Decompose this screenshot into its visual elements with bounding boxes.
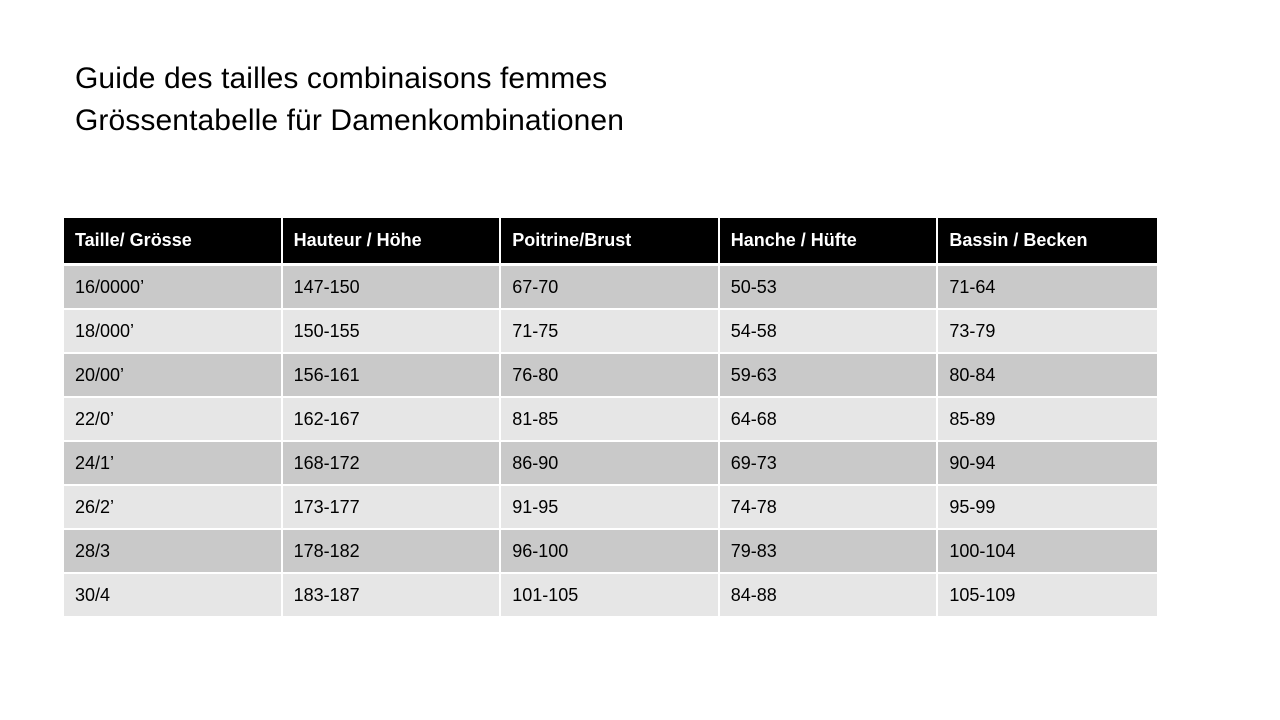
- cell-height: 147-150: [283, 266, 502, 310]
- table-header: [64, 218, 1157, 266]
- cell-chest: 81-85: [501, 398, 720, 442]
- cell-hip: 54-58: [720, 310, 939, 354]
- cell-pelvis: 85-89: [938, 398, 1157, 442]
- cell-hip: 84-88: [720, 574, 939, 618]
- page-title-german: Grössentabelle für Damenkombinationen: [75, 104, 625, 137]
- cell-height: 150-155: [283, 310, 502, 354]
- cell-pelvis: 71-64: [938, 266, 1157, 310]
- cell-size: 22/0’: [64, 398, 283, 442]
- cell-size: 24/1’: [64, 442, 283, 486]
- cell-hip: 64-68: [720, 398, 939, 442]
- cell-chest: 67-70: [501, 266, 720, 310]
- cell-size: 26/2’: [64, 486, 283, 530]
- cell-height: 156-161: [283, 354, 502, 398]
- header-cell-height: Hauteur / Höhe: [283, 218, 502, 266]
- table-row: [64, 354, 1157, 398]
- cell-size: 20/00’: [64, 354, 283, 398]
- size-table: [64, 218, 1157, 618]
- header-cell-pelvis: Bassin / Becken: [938, 218, 1157, 266]
- cell-chest: 101-105: [501, 574, 720, 618]
- cell-size: 28/3: [64, 530, 283, 574]
- cell-height: 162-167: [283, 398, 502, 442]
- cell-height: 178-182: [283, 530, 502, 574]
- cell-hip: 69-73: [720, 442, 939, 486]
- header-cell-hip: Hanche / Hüfte: [720, 218, 939, 266]
- cell-height: 173-177: [283, 486, 502, 530]
- cell-pelvis: 105-109: [938, 574, 1157, 618]
- cell-height: 183-187: [283, 574, 502, 618]
- cell-pelvis: 73-79: [938, 310, 1157, 354]
- cell-chest: 76-80: [501, 354, 720, 398]
- table-row: [64, 442, 1157, 486]
- cell-pelvis: 80-84: [938, 354, 1157, 398]
- cell-pelvis: 95-99: [938, 486, 1157, 530]
- cell-chest: 96-100: [501, 530, 720, 574]
- cell-hip: 79-83: [720, 530, 939, 574]
- title-block: [75, 58, 624, 142]
- table-row: [64, 486, 1157, 530]
- cell-chest: 86-90: [501, 442, 720, 486]
- cell-chest: 71-75: [501, 310, 720, 354]
- cell-size: 16/0000’: [64, 266, 283, 310]
- cell-hip: 50-53: [720, 266, 939, 310]
- page-title-french: Guide des tailles combinaisons femmes: [75, 62, 608, 95]
- table-row: [64, 310, 1157, 354]
- table-row: [64, 574, 1157, 618]
- cell-hip: 59-63: [720, 354, 939, 398]
- cell-chest: 91-95: [501, 486, 720, 530]
- header-cell-chest: Poitrine/Brust: [501, 218, 720, 266]
- header-cell-size: Taille/ Grösse: [64, 218, 283, 266]
- table-row: [64, 398, 1157, 442]
- table-body: [64, 266, 1157, 618]
- table-row: [64, 266, 1157, 310]
- header-row: [64, 218, 1157, 266]
- cell-pelvis: 100-104: [938, 530, 1157, 574]
- cell-pelvis: 90-94: [938, 442, 1157, 486]
- cell-height: 168-172: [283, 442, 502, 486]
- cell-size: 18/000’: [64, 310, 283, 354]
- cell-size: 30/4: [64, 574, 283, 618]
- cell-hip: 74-78: [720, 486, 939, 530]
- table-row: [64, 530, 1157, 574]
